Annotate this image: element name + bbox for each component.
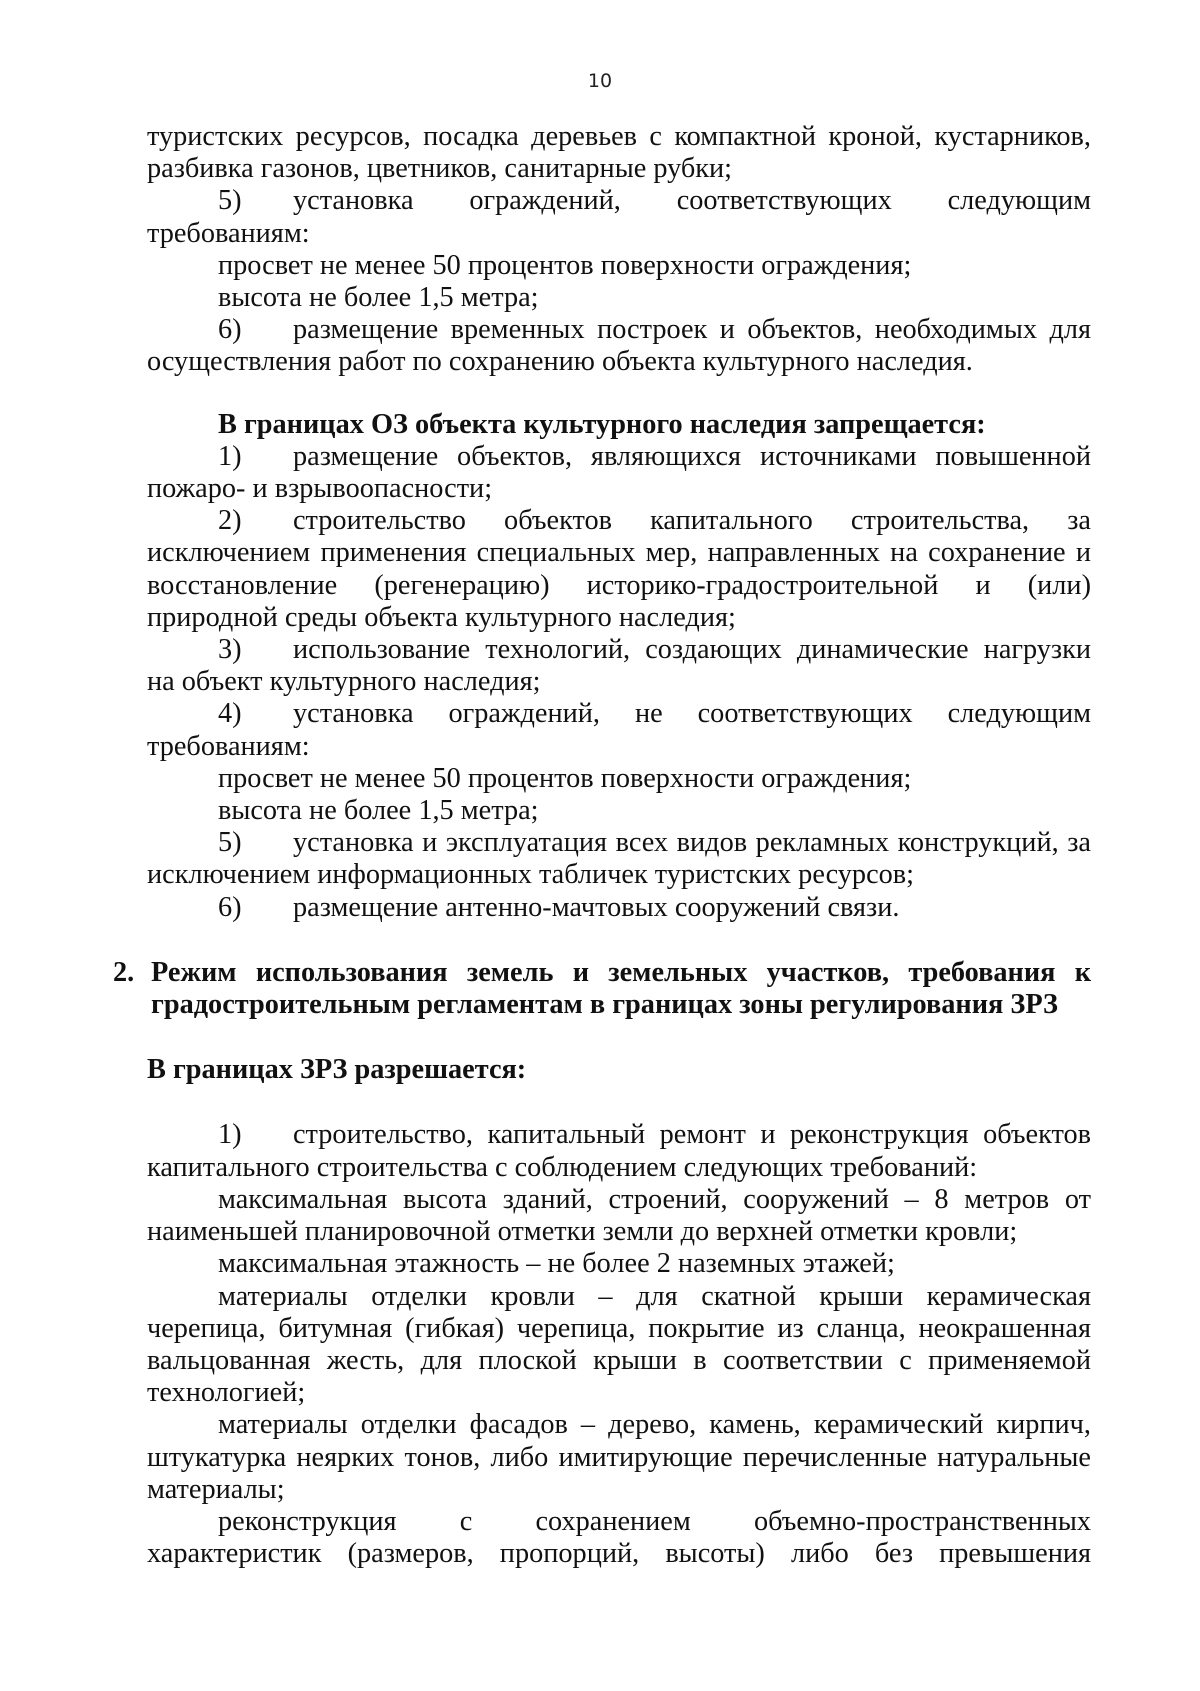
zrz-max-height: максимальная высота зданий, строений, сооружений – 8 метров от наименьшей планировочной отметки земли до верхней отметки кровли; xyxy=(147,1183,1091,1248)
item-text: строительство, капитальный ремонт и реконструкция объектов капитального строительства с соблюдением следующих требований: xyxy=(147,1119,1091,1183)
zrz-reconstruction-line2: характеристик (размеров, пропорций, высоты) либо без превышения xyxy=(147,1538,1091,1570)
oz-item-6 xyxy=(147,892,1091,924)
section-2-title xyxy=(113,956,1091,1021)
item-number: 6) xyxy=(218,891,242,923)
oz-item-2 xyxy=(147,505,1091,634)
item-number: 1) xyxy=(218,1119,242,1151)
item-text: установка ограждений, соответствующих следующим xyxy=(293,185,1091,217)
oz-item-4-line2: требованиям: xyxy=(147,730,310,762)
requirement-height: высота не более 1,5 метра; xyxy=(218,282,539,314)
item-number: 5) xyxy=(218,827,242,859)
oz-item-5 xyxy=(147,827,1091,891)
requirement-clearance: просвет не менее 50 процентов поверхности ограждения; xyxy=(218,249,912,281)
item-number: 3) xyxy=(218,634,242,666)
list-item-5-line2: требованиям: xyxy=(147,217,310,249)
section-title-text: Режим использования земель и земельных участков, требования к градостроительным регламентам в границах зоны регулирования ЗРЗ xyxy=(151,956,1091,1021)
item-number: 1) xyxy=(218,440,242,472)
zrz-reconstruction-line1: реконструкция с сохранением объемно-пространственных xyxy=(218,1505,1091,1537)
item-text: размещение временных построек и объектов, необходимых для осуществления работ по сохранению объекта культурного наследия. xyxy=(147,314,1091,378)
zrz-heading: В границах ЗРЗ разрешается: xyxy=(147,1054,527,1086)
zrz-item-1 xyxy=(147,1119,1091,1183)
zrz-roof-materials: материалы отделки кровли – для скатной крыши керамическая черепица, битумная (гибкая) черепица, покрытие из сланца, неокрашенная вальцованная жесть, для плоской крыши в соответствии с применяемой технологией; xyxy=(147,1280,1091,1409)
section-number: 2. xyxy=(113,956,135,988)
item-number: 5) xyxy=(218,185,242,217)
oz-item-3 xyxy=(147,634,1091,698)
list-item-6 xyxy=(147,314,1091,378)
item-number: 6) xyxy=(218,314,242,346)
paragraph-continued: туристских ресурсов, посадка деревьев с компактной кроной, кустарников, разбивка газонов, цветников, санитарные рубки; xyxy=(147,121,1091,185)
zrz-facade-materials: материалы отделки фасадов – дерево, камень, керамический кирпич, штукатурка неярких тонов, либо имитирующие перечисленные натуральные материалы; xyxy=(147,1409,1091,1505)
oz-requirement-clearance: просвет не менее 50 процентов поверхности ограждения; xyxy=(218,762,912,794)
item-number: 4) xyxy=(218,698,242,730)
oz-heading: В границах ОЗ объекта культурного наследия запрещается: xyxy=(218,408,986,440)
item-text: строительство объектов капитального строительства, за исключением применения специальных мер, направленных на сохранение и восстановление (регенерацию) историко-градостроительной и (или) природной среды объекта культурного наследия; xyxy=(147,505,1091,633)
item-text: установка и эксплуатация всех видов рекламных конструкций, за исключением информационных табличек туристских ресурсов; xyxy=(147,827,1091,891)
oz-item-1 xyxy=(147,441,1091,505)
list-item-5-line1 xyxy=(147,185,1091,217)
item-text: размещение антенно-мачтовых сооружений связи. xyxy=(293,891,900,923)
item-text: размещение объектов, являющихся источниками повышенной пожаро- и взрывоопасности; xyxy=(147,440,1091,505)
oz-item-4-line1 xyxy=(147,698,1091,730)
item-number: 2) xyxy=(218,505,242,537)
page-number: 10 xyxy=(587,70,613,92)
item-text: установка ограждений, не соответствующих следующим xyxy=(293,698,1091,730)
zrz-max-floors: максимальная этажность – не более 2 наземных этажей; xyxy=(218,1248,895,1280)
item-text: использование технологий, создающих динамические нагрузки на объект культурного наследия; xyxy=(147,634,1091,698)
oz-requirement-height: высота не более 1,5 метра; xyxy=(218,795,539,827)
document-body xyxy=(113,121,1091,1570)
